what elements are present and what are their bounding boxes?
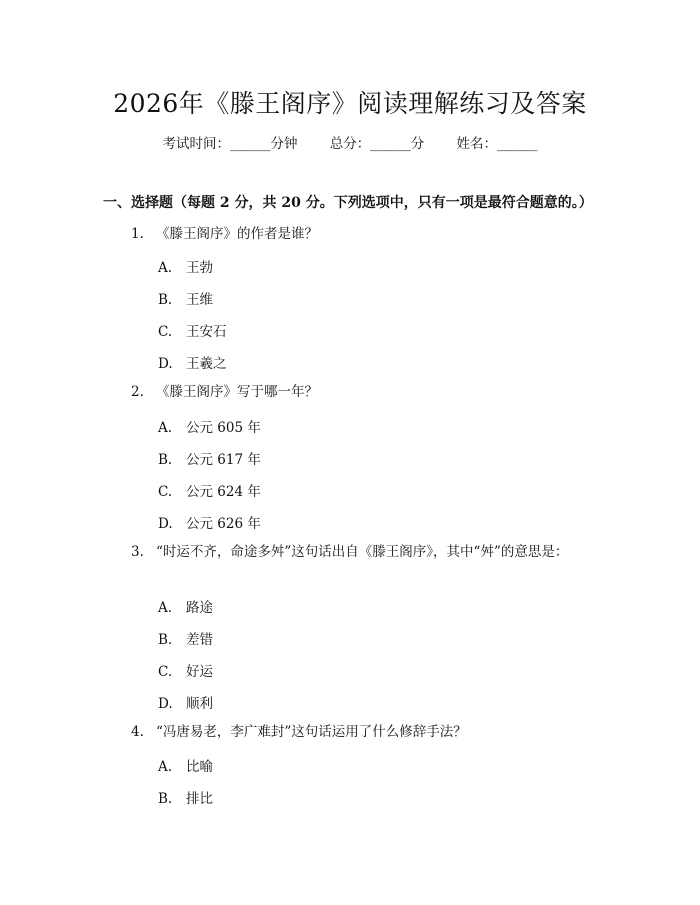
option-letter: D. [158,356,173,372]
question-number: 4. [131,724,144,740]
option-text: 比喻 [186,759,213,775]
section-heading: 一、选择题（每题 2 分，共 20 分。下列选项中，只有一项是最符合题意的。） [103,195,593,211]
option-letter: B. [158,632,173,648]
option-2c [158,480,261,500]
option-letter: C. [158,664,173,680]
option-text: 公元 605 年 [186,420,261,436]
option-text: 公元 617 年 [186,452,261,468]
question-stem: 《滕王阁序》写于哪一年？ [156,384,318,400]
option-4a [158,755,213,775]
option-text: 差错 [186,632,213,648]
question-3 [103,540,593,564]
option-text: 王安石 [186,324,227,340]
option-4b [158,787,213,807]
exam-meta [0,132,700,152]
question-4 [103,720,603,744]
question-stem: “冯唐易老，李广难封”这句话运用了什么修辞手法？ [156,724,467,740]
option-letter: A. [158,600,173,616]
option-2b [158,448,261,468]
option-1c [158,320,227,340]
option-letter: A. [158,420,173,436]
option-letter: B. [158,452,173,468]
option-letter: B. [158,791,173,807]
option-letter: B. [158,292,173,308]
option-3b [158,628,213,648]
question-number: 2. [131,384,144,400]
option-text: 公元 624 年 [186,484,261,500]
option-letter: D. [158,516,173,532]
option-text: 王羲之 [186,356,227,372]
total-score-field: 总分：______分 [329,136,425,152]
option-text: 排比 [186,791,213,807]
option-1d [158,352,227,372]
question-number: 3. [131,544,144,560]
option-2d [158,512,261,532]
option-3c [158,660,213,680]
page-title: 2026年《滕王阁序》阅读理解练习及答案 [113,89,587,118]
option-letter: A. [158,759,173,775]
option-letter: C. [158,484,173,500]
option-1b [158,288,213,308]
option-letter: C. [158,324,173,340]
option-3a [158,596,213,616]
option-text: 公元 626 年 [186,516,261,532]
student-name-field: 姓名：______ [456,136,538,152]
option-letter: A. [158,260,173,276]
exam-time-field: 考试时间：______分钟 [162,136,298,152]
option-2a [158,416,261,436]
option-text: 王勃 [186,260,213,276]
option-text: 好运 [186,664,213,680]
question-1 [103,222,603,246]
option-1a [158,256,213,276]
option-text: 顺利 [186,696,213,712]
question-2 [103,380,603,404]
question-stem: 《滕王阁序》的作者是谁？ [156,226,318,242]
question-stem: “时运不齐，命途多舛”这句话出自《滕王阁序》，其中“舛”的意思是： [156,544,569,560]
option-letter: D. [158,696,173,712]
option-text: 路途 [186,600,213,616]
question-number: 1. [131,226,144,242]
option-text: 王维 [186,292,213,308]
option-3d [158,692,213,712]
